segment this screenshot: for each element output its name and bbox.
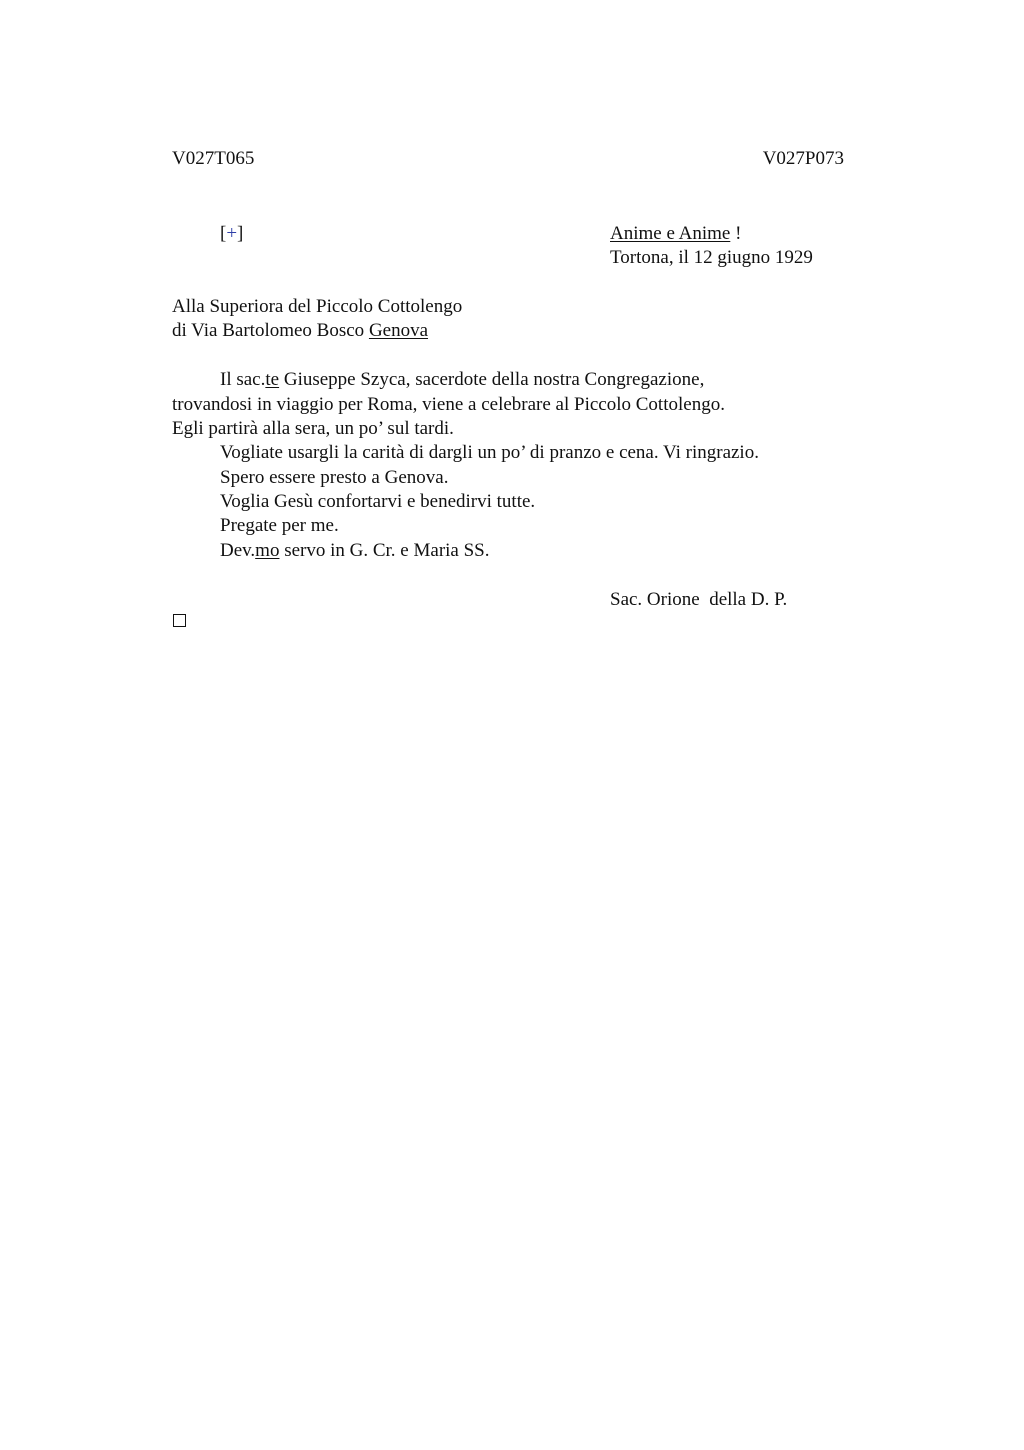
body-abbrev: te bbox=[265, 369, 280, 390]
body-text: Il sac. bbox=[220, 369, 266, 390]
body-paragraph-1-line-1 bbox=[220, 370, 704, 389]
closing-abbrev: mo bbox=[255, 540, 280, 561]
cross-mark bbox=[220, 224, 243, 243]
address-city: Genova bbox=[368, 320, 429, 341]
body-paragraph-1-line-3: Egli partirà alla sera, un po’ sul tardi. bbox=[172, 418, 454, 439]
body-paragraph-2: Vogliate usargli la carità di dargli un po’ di pranzo e cena. Vi ringrazio. bbox=[220, 442, 759, 463]
dateline: Tortona, il 12 giugno 1929 bbox=[610, 247, 813, 268]
motto-suffix: ! bbox=[730, 223, 742, 244]
document-code-right: V027P073 bbox=[762, 148, 844, 169]
body-paragraph-1-line-2: trovandosi in viaggio per Roma, viene a celebrare al Piccolo Cottolengo. bbox=[172, 394, 725, 415]
cross-bracket-open: [ bbox=[220, 223, 227, 244]
body-paragraph-4: Voglia Gesù confortarvi e benedirvi tutte. bbox=[220, 491, 536, 512]
motto-text: Anime e Anime bbox=[610, 223, 731, 244]
address-line-2 bbox=[172, 321, 428, 340]
signature: Sac. Orione della D. P. bbox=[610, 589, 788, 610]
document-code-left: V027T065 bbox=[172, 148, 255, 169]
address-street: di Via Bartolomeo Bosco bbox=[172, 320, 369, 341]
closing-text: servo in G. Cr. e Maria SS. bbox=[279, 540, 490, 561]
body-paragraph-5: Pregate per me. bbox=[220, 515, 339, 536]
motto bbox=[610, 224, 741, 243]
address-line-1: Alla Superiora del Piccolo Cottolengo bbox=[172, 296, 463, 317]
closing-line bbox=[220, 541, 490, 560]
cross-bracket-close: ] bbox=[237, 223, 244, 244]
cross-icon: + bbox=[226, 223, 238, 244]
closing-text: Dev. bbox=[220, 540, 256, 561]
body-text: Giuseppe Szyca, sacerdote della nostra Congregazione, bbox=[279, 369, 705, 390]
body-paragraph-3: Spero essere presto a Genova. bbox=[220, 467, 449, 488]
empty-box-icon bbox=[173, 614, 186, 627]
